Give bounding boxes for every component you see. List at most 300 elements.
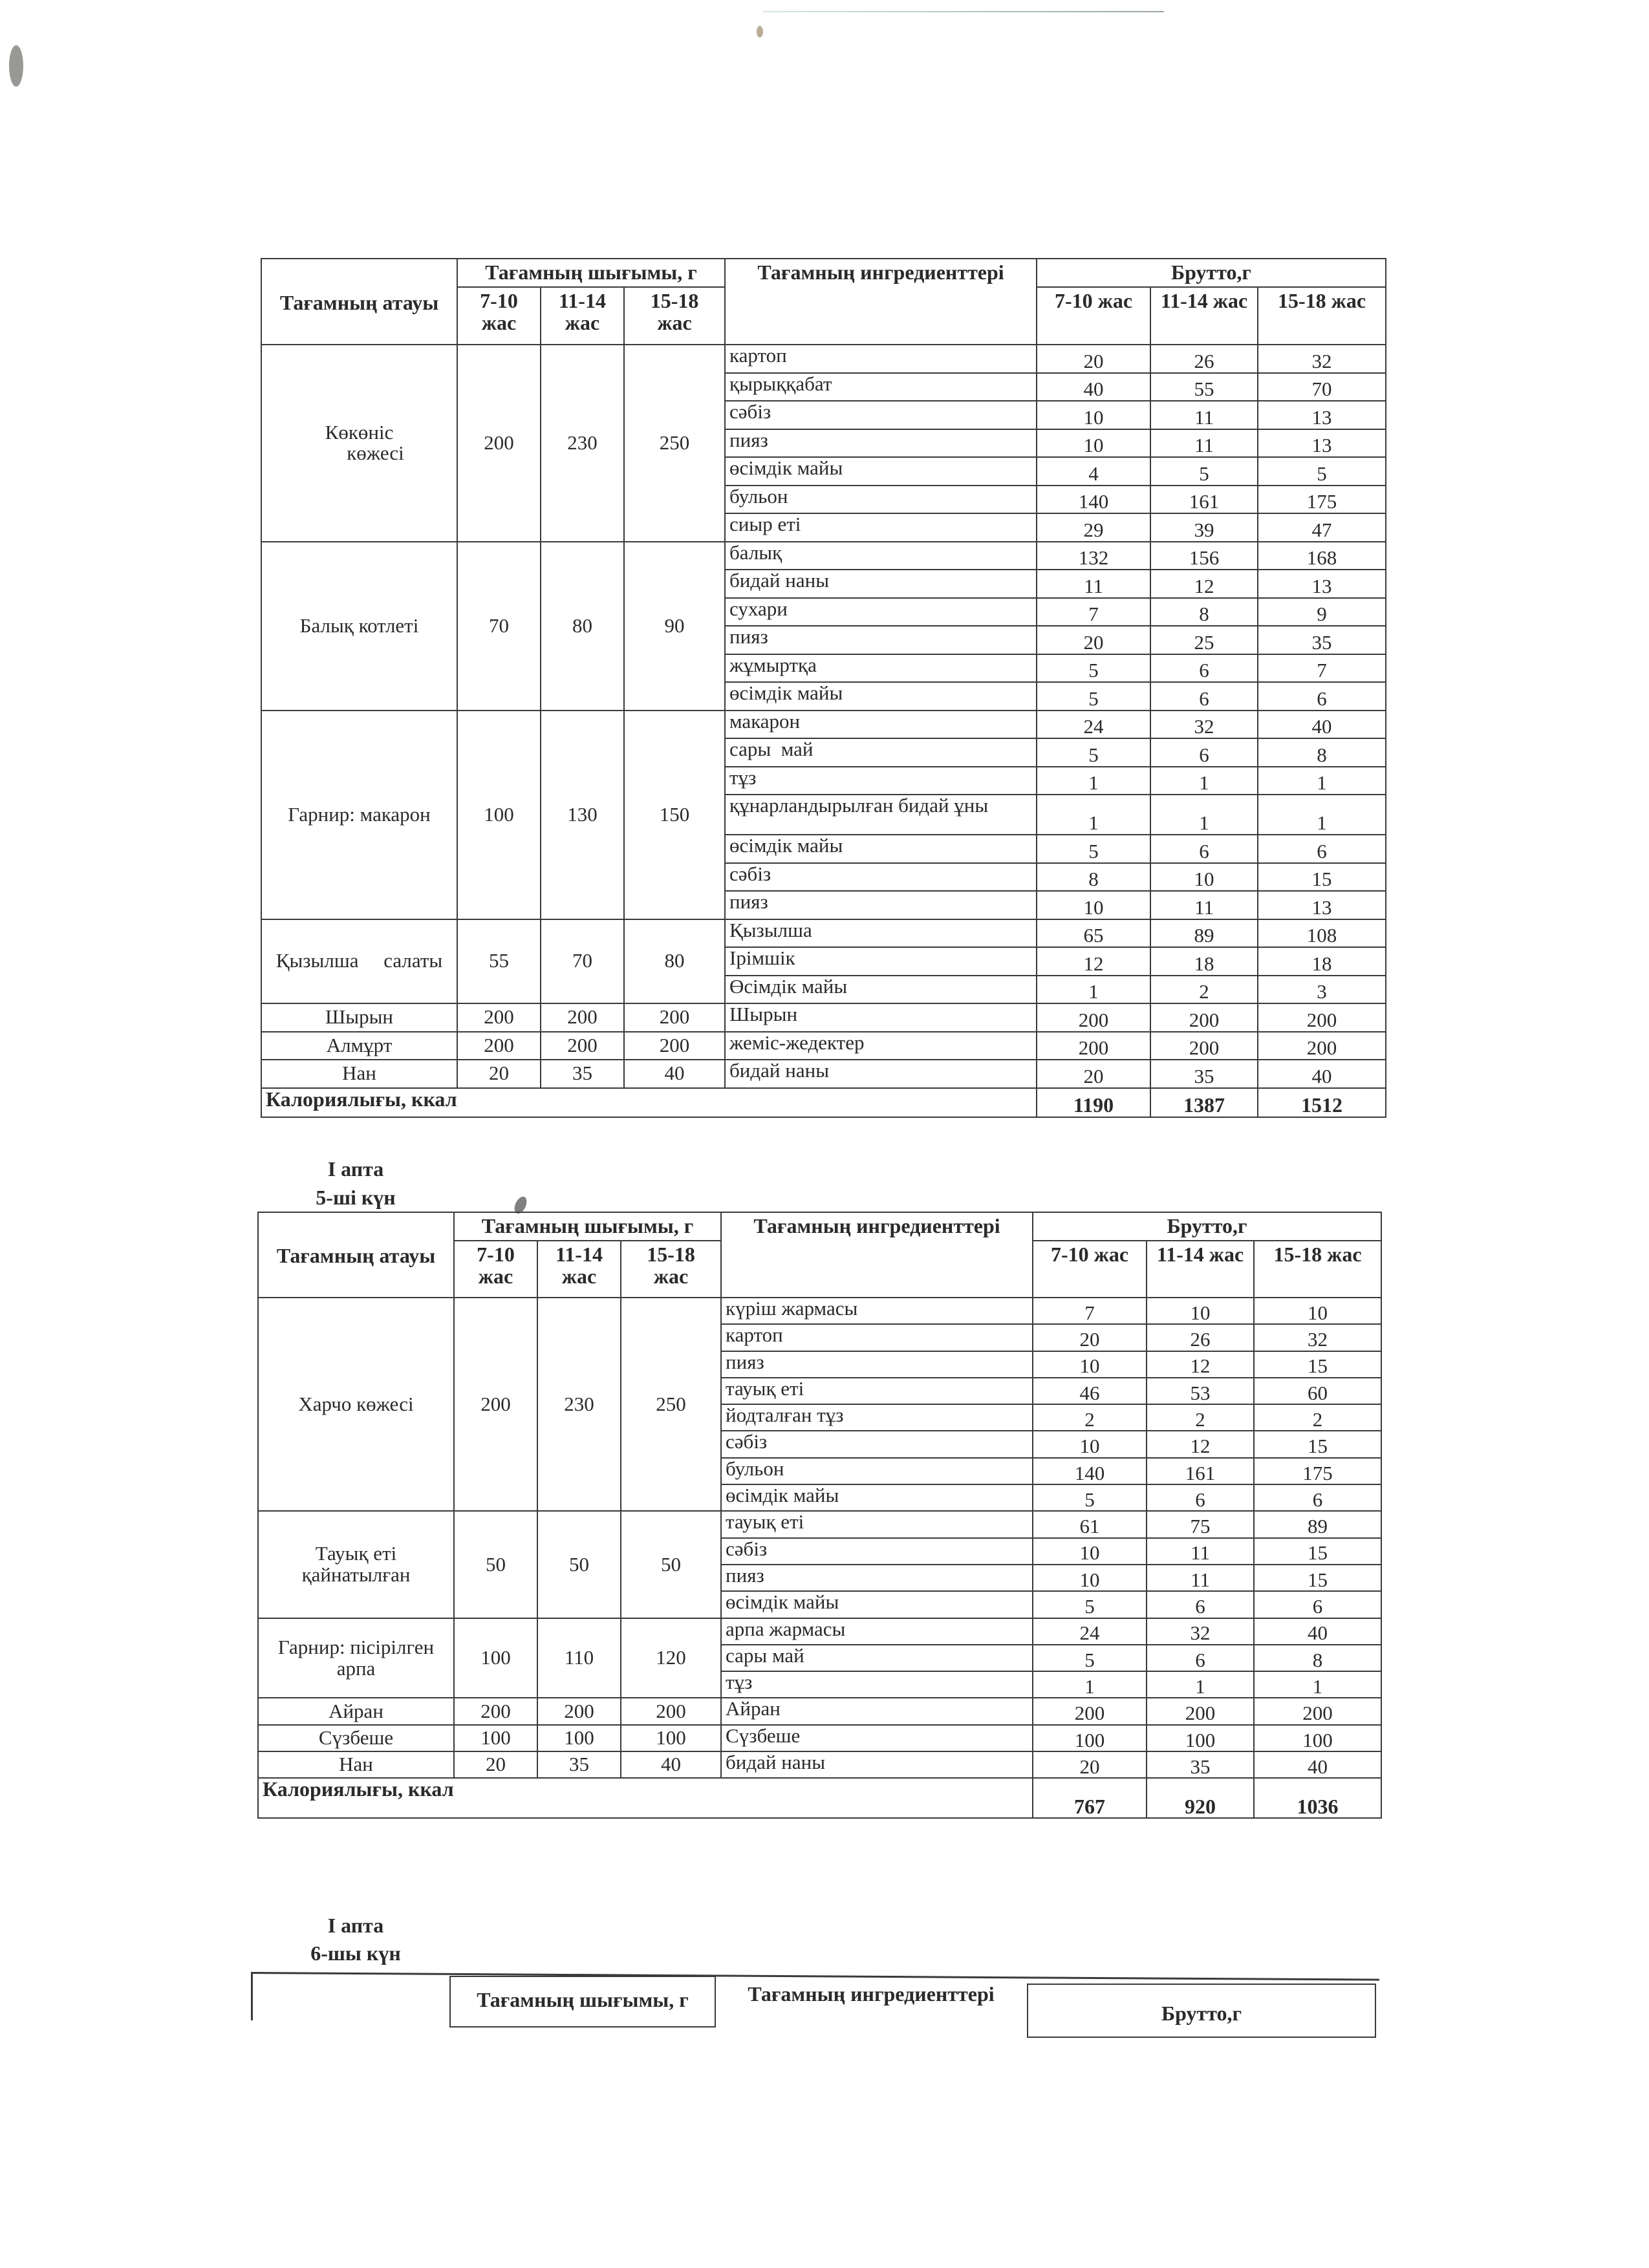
day-label: 6-шы күн [310, 1942, 401, 1965]
menu-table-day4 [261, 258, 1386, 1118]
brutto-value: 10 [1037, 891, 1150, 919]
brutto-value: 40 [1254, 1618, 1381, 1645]
dish-name-line: Шырын [325, 1005, 394, 1029]
yield-value: 35 [541, 1060, 624, 1088]
yield-value: 230 [541, 345, 624, 542]
brutto-value: 29 [1037, 513, 1150, 542]
ingredient-name: сәбіз [725, 863, 1037, 892]
yield-value: 200 [541, 1003, 624, 1032]
brutto-value: 15 [1254, 1565, 1381, 1591]
yield-value: 200 [624, 1003, 725, 1032]
ingredient-name: картоп [725, 345, 1037, 373]
brutto-value: 32 [1254, 1324, 1381, 1351]
yield-value: 40 [621, 1751, 721, 1778]
brutto-value: 26 [1150, 345, 1258, 373]
calorie-value: 1036 [1254, 1778, 1381, 1818]
brutto-value: 2 [1147, 1404, 1254, 1431]
brutto-value: 8 [1258, 738, 1386, 767]
ingredient-name: йодталған тұз [721, 1404, 1033, 1431]
brutto-value: 200 [1258, 1032, 1386, 1060]
brutto-value: 7 [1258, 654, 1386, 683]
brutto-value: 13 [1258, 570, 1386, 598]
yield-value: 100 [537, 1725, 621, 1751]
yield-value: 250 [624, 345, 725, 542]
brutto-value: 5 [1037, 682, 1150, 711]
table-row [258, 1618, 1381, 1645]
dish-name-line: Балық котлеті [299, 614, 419, 637]
brutto-value: 6 [1258, 682, 1386, 711]
brutto-value: 140 [1037, 486, 1150, 514]
scan-smudge [9, 45, 23, 87]
brutto-value: 40 [1258, 1060, 1386, 1088]
brutto-value: 2 [1033, 1404, 1147, 1431]
table-left-rule [251, 1972, 253, 2020]
yield-value: 100 [454, 1618, 537, 1698]
brutto-value: 1 [1037, 767, 1150, 795]
brutto-value: 20 [1037, 345, 1150, 373]
brutto-value: 6 [1258, 835, 1386, 863]
calorie-value: 1190 [1037, 1088, 1150, 1117]
brutto-value: 10 [1033, 1431, 1147, 1457]
ingredient-name: бульон [721, 1458, 1033, 1484]
brutto-value: 5 [1037, 654, 1150, 683]
ingredient-name: Қызылша [725, 919, 1037, 948]
yield-value: 55 [457, 919, 541, 1004]
header-age-15-18: 15-18 жас [621, 1241, 721, 1298]
dish-name [258, 1751, 454, 1778]
dish-name-line: Нан [339, 1753, 373, 1776]
brutto-value: 65 [1037, 919, 1150, 948]
brutto-value: 1 [1258, 795, 1386, 835]
ingredient-name: тұз [721, 1671, 1033, 1698]
ingredient-name: сәбіз [721, 1431, 1033, 1457]
dish-name [261, 542, 457, 711]
brutto-value: 200 [1150, 1032, 1258, 1060]
brutto-value: 200 [1033, 1698, 1147, 1724]
brutto-value: 75 [1147, 1511, 1254, 1537]
brutto-value: 7 [1033, 1298, 1147, 1324]
brutto-value: 55 [1150, 373, 1258, 401]
yield-value: 200 [457, 345, 541, 542]
yield-value: 200 [624, 1032, 725, 1060]
dish-name-line: қайнатылған [301, 1563, 411, 1586]
yield-value: 50 [454, 1511, 537, 1618]
dish-name-line: Айран [329, 1699, 383, 1722]
brutto-value: 12 [1150, 570, 1258, 598]
brutto-value: 10 [1037, 401, 1150, 429]
brutto-value: 9 [1258, 598, 1386, 626]
yield-value: 100 [454, 1725, 537, 1751]
week-label: I апта [327, 1157, 384, 1181]
brutto-value: 11 [1150, 401, 1258, 429]
brutto-value: 32 [1147, 1618, 1254, 1645]
brutto-value: 13 [1258, 891, 1386, 919]
brutto-value: 13 [1258, 401, 1386, 429]
yield-value: 80 [541, 542, 624, 711]
header-ingredients: Тағамның ингредиенттері [748, 1982, 995, 2006]
brutto-value: 175 [1254, 1458, 1381, 1484]
brutto-value: 10 [1033, 1538, 1147, 1565]
dish-name-line: Гарнир: макарон [288, 802, 431, 826]
header-brutto-7-10: 7-10 жас [1037, 287, 1150, 345]
brutto-value: 70 [1258, 373, 1386, 401]
brutto-value: 6 [1147, 1591, 1254, 1618]
brutto-value: 6 [1254, 1591, 1381, 1618]
brutto-value: 1 [1258, 767, 1386, 795]
ingredient-name: қырыққабат [725, 373, 1037, 401]
brutto-value: 35 [1150, 1060, 1258, 1088]
brutto-value: 12 [1037, 947, 1150, 976]
brutto-value: 156 [1150, 542, 1258, 570]
ingredient-name: өсімдік майы [721, 1591, 1033, 1618]
yield-value: 70 [541, 919, 624, 1004]
menu-table-day6-header [251, 1972, 1379, 2030]
table-row [261, 1003, 1386, 1032]
dish-name-line: Сүзбеше [318, 1726, 394, 1749]
ingredient-name: сиыр еті [725, 513, 1037, 542]
yield-value: 200 [454, 1698, 537, 1724]
brutto-value: 7 [1037, 598, 1150, 626]
ingredient-name: сухари [725, 598, 1037, 626]
calorie-value: 1387 [1150, 1088, 1258, 1117]
header-age-15-18: 15-18 жас [624, 287, 725, 345]
header-brutto: Брутто,г [1037, 259, 1386, 287]
brutto-value: 53 [1147, 1378, 1254, 1404]
brutto-value: 100 [1033, 1725, 1147, 1751]
dish-name-line: Алмұрт [326, 1033, 393, 1056]
table-row [258, 1725, 1381, 1751]
header-age-11-14: 11-14 жас [541, 287, 624, 345]
dish-name [258, 1511, 454, 1618]
header-brutto-15-18: 15-18 жас [1258, 287, 1386, 345]
table-row [258, 1698, 1381, 1724]
brutto-value: 200 [1037, 1003, 1150, 1032]
brutto-value: 10 [1033, 1565, 1147, 1591]
ingredient-name: пияз [725, 429, 1037, 458]
dish-name-line: Қызылша салаты [275, 949, 443, 972]
table-row [261, 919, 1386, 948]
brutto-value: 1 [1254, 1671, 1381, 1698]
calorie-row [261, 1088, 1386, 1117]
brutto-value: 40 [1254, 1751, 1381, 1778]
ingredient-name: жеміс-жедектер [725, 1032, 1037, 1060]
brutto-value: 11 [1150, 429, 1258, 458]
brutto-value: 18 [1258, 947, 1386, 976]
yield-value: 35 [537, 1751, 621, 1778]
ingredient-name: сәбіз [725, 401, 1037, 429]
yield-value: 150 [624, 711, 725, 919]
brutto-value: 10 [1037, 429, 1150, 458]
brutto-value: 132 [1037, 542, 1150, 570]
ingredient-name: картоп [721, 1324, 1033, 1351]
table-body [258, 1298, 1381, 1818]
header-brutto-11-14: 11-14 жас [1147, 1241, 1254, 1298]
ingredient-name: пияз [725, 891, 1037, 919]
yield-value: 50 [537, 1511, 621, 1618]
ingredient-name: Сүзбеше [721, 1725, 1033, 1751]
table-body [261, 345, 1386, 1117]
yield-value: 200 [621, 1698, 721, 1724]
header-brutto-11-14: 11-14 жас [1150, 287, 1258, 345]
dish-name-line: көжесі [347, 442, 404, 465]
ingredient-name: Шырын [725, 1003, 1037, 1032]
ingredient-name: Ірімшік [725, 947, 1037, 976]
header-ingredients: Тағамның ингредиенттері [725, 259, 1037, 345]
brutto-value: 161 [1150, 486, 1258, 514]
brutto-value: 168 [1258, 542, 1386, 570]
brutto-value: 200 [1150, 1003, 1258, 1032]
yield-value: 120 [621, 1618, 721, 1698]
yield-value: 200 [457, 1032, 541, 1060]
ingredient-name: тауық еті [721, 1378, 1033, 1404]
ingredient-name: өсімдік майы [725, 457, 1037, 486]
brutto-value: 10 [1147, 1298, 1254, 1324]
calorie-row [258, 1778, 1381, 1818]
dish-name-line: Гарнир: пісірілген [277, 1635, 435, 1658]
table-row [261, 711, 1386, 739]
brutto-value: 161 [1147, 1458, 1254, 1484]
dish-name [258, 1618, 454, 1698]
yield-value: 130 [541, 711, 624, 919]
brutto-value: 32 [1258, 345, 1386, 373]
brutto-value: 1 [1150, 767, 1258, 795]
brutto-value: 10 [1150, 863, 1258, 892]
brutto-value: 1 [1033, 1671, 1147, 1698]
brutto-value: 11 [1147, 1538, 1254, 1565]
yield-value: 250 [621, 1298, 721, 1511]
brutto-value: 15 [1254, 1431, 1381, 1457]
day-label: 5-ші күн [316, 1186, 396, 1209]
brutto-value: 11 [1147, 1565, 1254, 1591]
menu-table-day5 [257, 1212, 1382, 1819]
brutto-value: 24 [1037, 711, 1150, 739]
dish-name [261, 1060, 457, 1088]
brutto-value: 47 [1258, 513, 1386, 542]
brutto-value: 5 [1037, 738, 1150, 767]
dish-name [261, 711, 457, 919]
brutto-value: 200 [1258, 1003, 1386, 1032]
ingredient-name: Өсімдік майы [725, 976, 1037, 1004]
brutto-value: 40 [1037, 373, 1150, 401]
brutto-value: 6 [1147, 1484, 1254, 1511]
brutto-value: 20 [1033, 1324, 1147, 1351]
dish-name [258, 1298, 454, 1511]
brutto-value: 15 [1254, 1351, 1381, 1378]
dish-name-line: Харчо көжесі [298, 1392, 414, 1415]
header-age-7-10: 7-10 жас [457, 287, 541, 345]
ingredient-name: жұмыртқа [725, 654, 1037, 683]
brutto-value: 2 [1150, 976, 1258, 1004]
brutto-value: 100 [1147, 1725, 1254, 1751]
header-dish-name: Тағамның атауы [258, 1212, 454, 1298]
brutto-value: 1 [1150, 795, 1258, 835]
ingredient-name: Айран [721, 1698, 1033, 1724]
scan-edge-line [763, 11, 1164, 12]
yield-value: 200 [541, 1032, 624, 1060]
brutto-value: 11 [1150, 891, 1258, 919]
dish-name-line: Тауық еті [315, 1542, 397, 1565]
brutto-value: 1 [1147, 1671, 1254, 1698]
brutto-value: 60 [1254, 1378, 1381, 1404]
dish-name-line: Көкөніс [325, 420, 394, 444]
calorie-value: 1512 [1258, 1088, 1386, 1117]
yield-value: 50 [621, 1511, 721, 1618]
calorie-value: 767 [1033, 1778, 1147, 1818]
yield-value: 100 [457, 711, 541, 919]
brutto-value: 39 [1150, 513, 1258, 542]
header-age-11-14: 11-14 жас [537, 1241, 621, 1298]
ingredient-name: бульон [725, 486, 1037, 514]
ingredient-name: бидай наны [725, 1060, 1037, 1088]
table-top-rule [251, 1972, 1379, 1980]
week-label: I апта [327, 1914, 384, 1937]
brutto-value: 46 [1033, 1378, 1147, 1404]
ingredient-name: құнарландырылған бидай ұны [725, 795, 1037, 835]
ingredient-name: бидай наны [725, 570, 1037, 598]
ingredient-name: сәбіз [721, 1538, 1033, 1565]
ingredient-name: макарон [725, 711, 1037, 739]
scan-smudge [757, 26, 763, 37]
brutto-value: 6 [1147, 1645, 1254, 1671]
header-brutto-15-18: 15-18 жас [1254, 1241, 1381, 1298]
brutto-value: 5 [1037, 835, 1150, 863]
brutto-value: 24 [1033, 1618, 1147, 1645]
brutto-value: 5 [1033, 1591, 1147, 1618]
ingredient-name: балық [725, 542, 1037, 570]
yield-value: 200 [454, 1298, 537, 1511]
ingredient-name: сары май [725, 738, 1037, 767]
brutto-value: 35 [1258, 626, 1386, 654]
header-brutto: Брутто,г [1027, 1984, 1376, 2038]
brutto-value: 26 [1147, 1324, 1254, 1351]
brutto-value: 12 [1147, 1351, 1254, 1378]
ingredient-name: күріш жармасы [721, 1298, 1033, 1324]
brutto-value: 10 [1033, 1351, 1147, 1378]
brutto-value: 200 [1037, 1032, 1150, 1060]
brutto-value: 13 [1258, 429, 1386, 458]
table-row [261, 542, 1386, 570]
table-row [261, 345, 1386, 373]
dish-name [258, 1698, 454, 1724]
brutto-value: 15 [1254, 1538, 1381, 1565]
brutto-value: 25 [1150, 626, 1258, 654]
calorie-label: Калориялығы, ккал [258, 1778, 1033, 1818]
ingredient-name: пияз [721, 1565, 1033, 1591]
table-row [258, 1511, 1381, 1537]
yield-value: 70 [457, 542, 541, 711]
brutto-value: 61 [1033, 1511, 1147, 1537]
table-row [261, 1032, 1386, 1060]
brutto-value: 20 [1037, 626, 1150, 654]
header-dish-name: Тағамның атауы [261, 259, 457, 345]
brutto-value: 35 [1147, 1751, 1254, 1778]
yield-value: 100 [621, 1725, 721, 1751]
ingredient-name: бидай наны [721, 1751, 1033, 1778]
ingredient-name: арпа жармасы [721, 1618, 1033, 1645]
table-row [258, 1751, 1381, 1778]
brutto-value: 15 [1258, 863, 1386, 892]
ingredient-name: өсімдік майы [725, 682, 1037, 711]
brutto-value: 200 [1254, 1698, 1381, 1724]
ingredient-name: өсімдік майы [721, 1484, 1033, 1511]
brutto-value: 10 [1254, 1298, 1381, 1324]
brutto-value: 1 [1037, 976, 1150, 1004]
brutto-value: 6 [1150, 654, 1258, 683]
brutto-value: 40 [1258, 711, 1386, 739]
brutto-value: 20 [1033, 1751, 1147, 1778]
table-row [258, 1298, 1381, 1324]
brutto-value: 32 [1150, 711, 1258, 739]
brutto-value: 4 [1037, 457, 1150, 486]
yield-value: 90 [624, 542, 725, 711]
header-yield: Тағамның шығымы, г [449, 1976, 716, 2027]
ingredient-name: өсімдік майы [725, 835, 1037, 863]
header-yield: Тағамның шығымы, г [457, 259, 725, 287]
yield-value: 20 [457, 1060, 541, 1088]
dish-name [258, 1725, 454, 1751]
brutto-value: 108 [1258, 919, 1386, 948]
brutto-value: 6 [1150, 835, 1258, 863]
brutto-value: 100 [1254, 1725, 1381, 1751]
calorie-label: Калориялығы, ккал [261, 1088, 1037, 1117]
brutto-value: 3 [1258, 976, 1386, 1004]
brutto-value: 2 [1254, 1404, 1381, 1431]
brutto-value: 6 [1150, 682, 1258, 711]
yield-value: 200 [457, 1003, 541, 1032]
ingredient-name: тауық еті [721, 1511, 1033, 1537]
yield-value: 110 [537, 1618, 621, 1698]
brutto-value: 200 [1147, 1698, 1254, 1724]
brutto-value: 5 [1150, 457, 1258, 486]
brutto-value: 6 [1150, 738, 1258, 767]
calorie-value: 920 [1147, 1778, 1254, 1818]
dish-name [261, 1003, 457, 1032]
yield-value: 80 [624, 919, 725, 1004]
table-row [261, 1060, 1386, 1088]
brutto-value: 8 [1150, 598, 1258, 626]
ingredient-name: пияз [721, 1351, 1033, 1378]
header-ingredients: Тағамның ингредиенттері [721, 1212, 1033, 1298]
header-age-7-10: 7-10 жас [454, 1241, 537, 1298]
ingredient-name: сары май [721, 1645, 1033, 1671]
header-brutto: Брутто,г [1033, 1212, 1381, 1241]
brutto-value: 1 [1037, 795, 1150, 835]
brutto-value: 140 [1033, 1458, 1147, 1484]
brutto-value: 11 [1037, 570, 1150, 598]
brutto-value: 175 [1258, 486, 1386, 514]
dish-name-line: арпа [336, 1656, 376, 1680]
dish-name-line: Нан [342, 1062, 376, 1085]
brutto-value: 5 [1033, 1484, 1147, 1511]
brutto-value: 89 [1254, 1511, 1381, 1537]
brutto-value: 18 [1150, 947, 1258, 976]
header-brutto-7-10: 7-10 жас [1033, 1241, 1147, 1298]
brutto-value: 5 [1033, 1645, 1147, 1671]
brutto-value: 6 [1254, 1484, 1381, 1511]
yield-value: 230 [537, 1298, 621, 1511]
header-yield: Тағамның шығымы, г [454, 1212, 721, 1241]
brutto-value: 5 [1258, 457, 1386, 486]
brutto-value: 8 [1254, 1645, 1381, 1671]
brutto-value: 8 [1037, 863, 1150, 892]
brutto-value: 89 [1150, 919, 1258, 948]
dish-name [261, 1032, 457, 1060]
yield-value: 200 [537, 1698, 621, 1724]
dish-name [261, 345, 457, 542]
brutto-value: 20 [1037, 1060, 1150, 1088]
ingredient-name: пияз [725, 626, 1037, 654]
yield-value: 20 [454, 1751, 537, 1778]
